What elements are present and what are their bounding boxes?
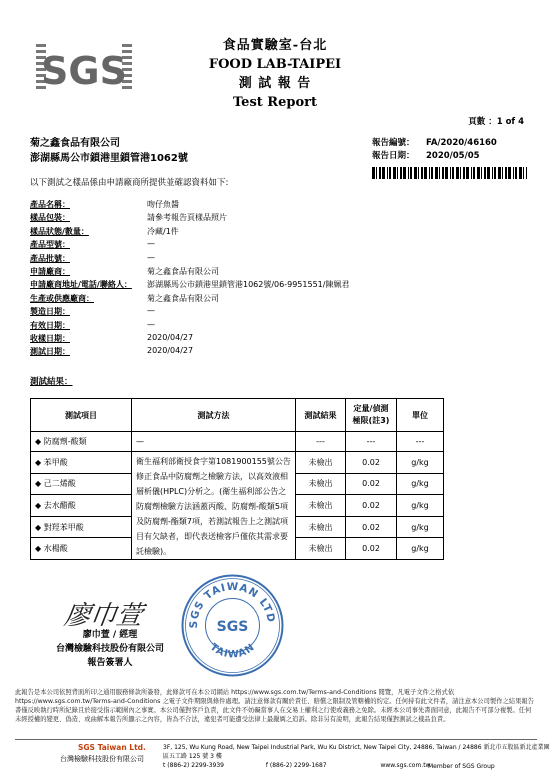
footer-company-zh: 台灣檢驗科技股份有限公司: [60, 755, 144, 763]
intro-text: 以下測試之樣品係由申請廠商所提供並確認資料如下:: [30, 178, 229, 188]
barcode: [372, 164, 527, 176]
cell-method: 衛生福利部衛授食字第1081900155號公告修正食品中防腐劑之檢驗方法，以高效液相層析儀(HPLC)分析之。(衛生福利部公告之防腐劑檢驗方法涵蓋丙酸、防腐劑-酸類5項及防腐劑-酯類7項，若測試報告上之測試項目有欠缺者，即代表送檢客戶僅依其需求要託檢驗)。: [132, 452, 296, 560]
cell-item: ◆ 防腐劑-酸類: [31, 432, 132, 452]
report-header: [175, 36, 375, 112]
signer-company: 台灣檢驗科技股份有限公司: [55, 644, 164, 654]
cell-lod: ---: [346, 432, 397, 452]
signer-block: [30, 628, 190, 670]
cell-lod: 0.02: [346, 538, 397, 560]
col-header-unit: 單位: [397, 399, 444, 432]
svg-text:TAIWAN: [208, 642, 257, 661]
report-date-value: 2020/05/05: [426, 151, 480, 161]
stamp-bottom-text: TAIWAN: [207, 641, 258, 661]
footer-phone: t (886-2) 2299-3939: [163, 762, 224, 769]
cell-item: ◆ 己二烯酸: [31, 473, 132, 495]
cell-unit: g/kg: [397, 495, 444, 517]
cell-unit: g/kg: [397, 538, 444, 560]
report-title-en: Test Report: [233, 95, 317, 110]
cell-result: ---: [296, 432, 346, 452]
cell-item: ◆ 去水醋酸: [31, 495, 132, 517]
footer-company: SGS Taiwan Ltd.: [78, 743, 146, 752]
lab-name-zh: 食品實驗室-台北: [222, 38, 328, 53]
cell-unit: ---: [397, 432, 444, 452]
client-address: 澎湖縣馬公市鎖港里鎖管港1062號: [30, 153, 188, 164]
page-number: 頁數 ：1 of 4: [468, 117, 524, 127]
col-header-lod: 定量/偵測 極限(註3): [346, 399, 397, 432]
report-meta: [372, 137, 497, 163]
col-header-method: 測試方法: [132, 399, 296, 432]
stamp-top-text: SGS TAIWAN LTD: [187, 580, 278, 629]
table-row: [31, 452, 444, 474]
cell-item: ◆ 水楊酸: [31, 538, 132, 560]
col-header-result: 測試結果: [296, 399, 346, 432]
report-date-label: 報告日期：: [372, 151, 415, 161]
footer-disclaimer: 此報告是本公司依照背面所印之通用服務條款所簽發，此條款可在本公司網站 https://www.sgs.com.tw/Terms-and-Conditions 閱覽，凡電子文件之格式依 https://www.sgs.com.tw/Terms-and-Conditions 之電子文件期限與條件處理。請注意條款有關於責任、賠償之限制及管轄權的約定。任何持有此文件者，請注意本公司製作之結果報告書僅反映執行時所紀錄且於接受指示範圍內之事實。本公司僅對客戶負責，此文件不妨礙當事人在交易上權利之行使或義務之免除。未經本公司事先書面同意，此報告不可部分複製。任何未經授權的變更、偽造、或曲解本報告所顯示之內容，皆為不合法，違犯者可能遭受法律上最嚴厲之追訴。除非另有說明，此報告結果僅對測試之樣品負責。: [15, 689, 534, 723]
cell-result: 未檢出: [296, 495, 346, 517]
footer-web: www.sgs.com.tw: [380, 762, 431, 769]
footer-fax: f (886-2) 2299-1687: [265, 762, 327, 769]
footer-member: Member of SGS Group: [428, 763, 495, 770]
table-header-row: [31, 399, 444, 432]
signature-glyphs: 廖巾萱: [62, 601, 145, 631]
report-no-label: 報告編號：: [372, 138, 415, 148]
report-title-zh: 測 試 報 告: [238, 76, 312, 91]
results-table: [30, 398, 444, 560]
cell-result: 未檢出: [296, 538, 346, 560]
cell-unit: g/kg: [397, 452, 444, 474]
cell-lod: 0.02: [346, 473, 397, 495]
stamp-inner-text: SGS: [216, 619, 249, 635]
cell-item: ◆ 對羥苯甲酸: [31, 516, 132, 538]
report-no-value: FA/2020/46160: [426, 138, 497, 148]
sgs-stamp: [180, 573, 285, 678]
cell-method-dash: —: [132, 432, 296, 452]
footer-divider: [15, 739, 537, 740]
lab-name-en: FOOD LAB-TAIPEI: [208, 57, 342, 72]
cell-result: 未檢出: [296, 452, 346, 474]
sgs-logo: [36, 42, 132, 92]
results-title: 測試結果：: [30, 377, 73, 387]
signer-name-title: 廖巾萱 / 經理: [82, 630, 138, 640]
cell-unit: g/kg: [397, 516, 444, 538]
cell-result: 未檢出: [296, 473, 346, 495]
cell-lod: 0.02: [346, 495, 397, 517]
footer-address: 3F, 125, Wu Kung Road, New Taipei Industrial Park, Wu Ku District, New Taipei City, 24886, Taiwan / 24886 新北市五股區新北產業園區五工路 125 號 3 樓: [163, 744, 550, 760]
cell-result: 未檢出: [296, 516, 346, 538]
client-block: [30, 136, 188, 166]
logo-text: SGS: [41, 49, 127, 92]
client-name: 菊之鑫食品有限公司: [30, 138, 120, 149]
cell-lod: 0.02: [346, 452, 397, 474]
table-row: [31, 432, 444, 452]
signer-role: 報告簽署人: [87, 658, 133, 668]
cell-unit: g/kg: [397, 473, 444, 495]
cell-item: ◆ 苯甲酸: [31, 452, 132, 474]
cell-lod: 0.02: [346, 516, 397, 538]
col-header-item: 測試項目: [31, 399, 132, 432]
